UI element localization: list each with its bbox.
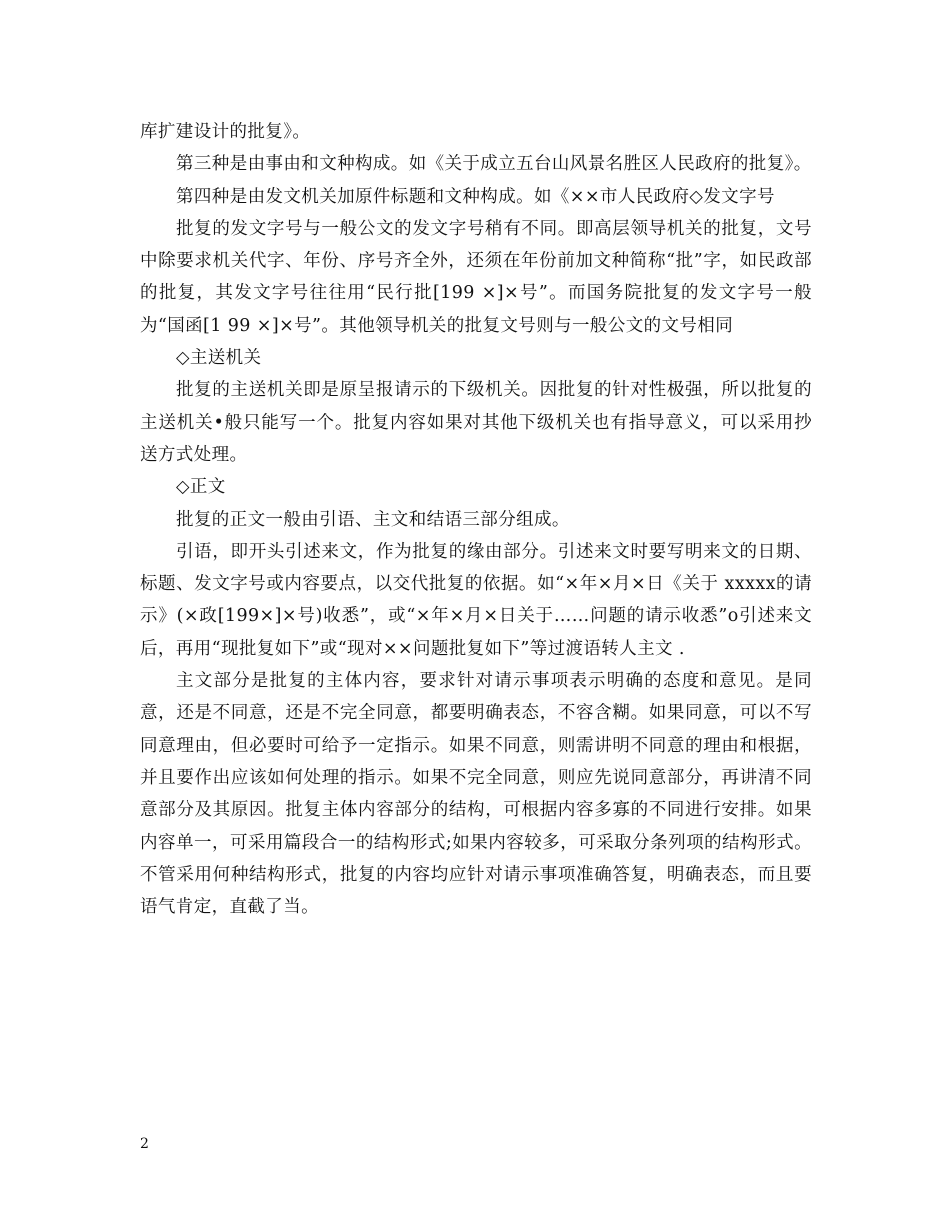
- page-number: 2: [140, 1136, 149, 1152]
- section-heading-recipient: ◇主送机关: [176, 348, 262, 369]
- paragraph-third-type: 第三种是由事由和文种构成。如《关于成立五台山风景名胜区人民政府的批复》。: [176, 154, 812, 175]
- paragraph-continuation: 库扩建设计的批复》。: [140, 122, 311, 142]
- paragraph-recipient: 批复的主送机关即是原呈报请示的下级机关。因批复的针对性极强，所以批复的主送机关•般只能写一个。批复内容如果对其他下级机关也有指导意义，可以采用抄送方式处理。: [140, 380, 812, 465]
- section-heading-body: ◇正文: [176, 477, 226, 498]
- document-body: [140, 116, 812, 923]
- paragraph-main-text: 主文部分是批复的主体内容，要求针对请示事项表示明确的态度和意见。是同意，还是不同意，还是不完全同意，都要明确表态，不容含糊。如果同意，可以不写同意理由，但必要时可给予一定指示。如果不同意，则需讲明不同意的理由和根据，并且要作出应该如何处理的指示。如果不完全同意，则应先说同意部分，再讲清不同意部分及其原因。批复主体内容部分的结构，可根据内容多寡的不同进行安排。如果内容单一，可采用篇段合一的结构形式;如果内容较多，可采取分条列项的结构形式。不管采用何种结构形式，批复的内容均应针对请示事项准确答复，明确表态，而且要语气肯定，直截了当。: [140, 671, 812, 918]
- paragraph-body-parts: 批复的正文一般由引语、主文和结语三部分组成。: [176, 509, 570, 530]
- paragraph-fourth-type: 第四种是由发文机关加原件标题和文种构成。如《××市人民政府◇发文字号: [176, 186, 775, 207]
- paragraph-document-number: 批复的发文字号与一般公文的发文字号稍有不同。即高层领导机关的批复，文号中除要求机关代字、年份、序号齐全外，还须在年份前加文种简称“批”字，如民政部的批复，其发文字号往往用“民行批[199 ×]×号”。而国务院批复的发文字号一般为“国函[1 99 ×]×号”。其他领导机关的批复文号则与一般公文的文号相同: [140, 218, 812, 336]
- paragraph-introduction: 引语，即开头引述来文，作为批复的缘由部分。引述来文时要写明来文的日期、标题、发文字号或内容要点，以交代批复的依据。如“×年×月×日《关于 xxxxx的请示》(×政[199×]×号)收悉”，或“×年×月×日关于……问题的请示收悉”o引述来文后，再用“现批复如下”或“现对××问题批复如下”等过渡语转人主文 .: [140, 541, 812, 659]
